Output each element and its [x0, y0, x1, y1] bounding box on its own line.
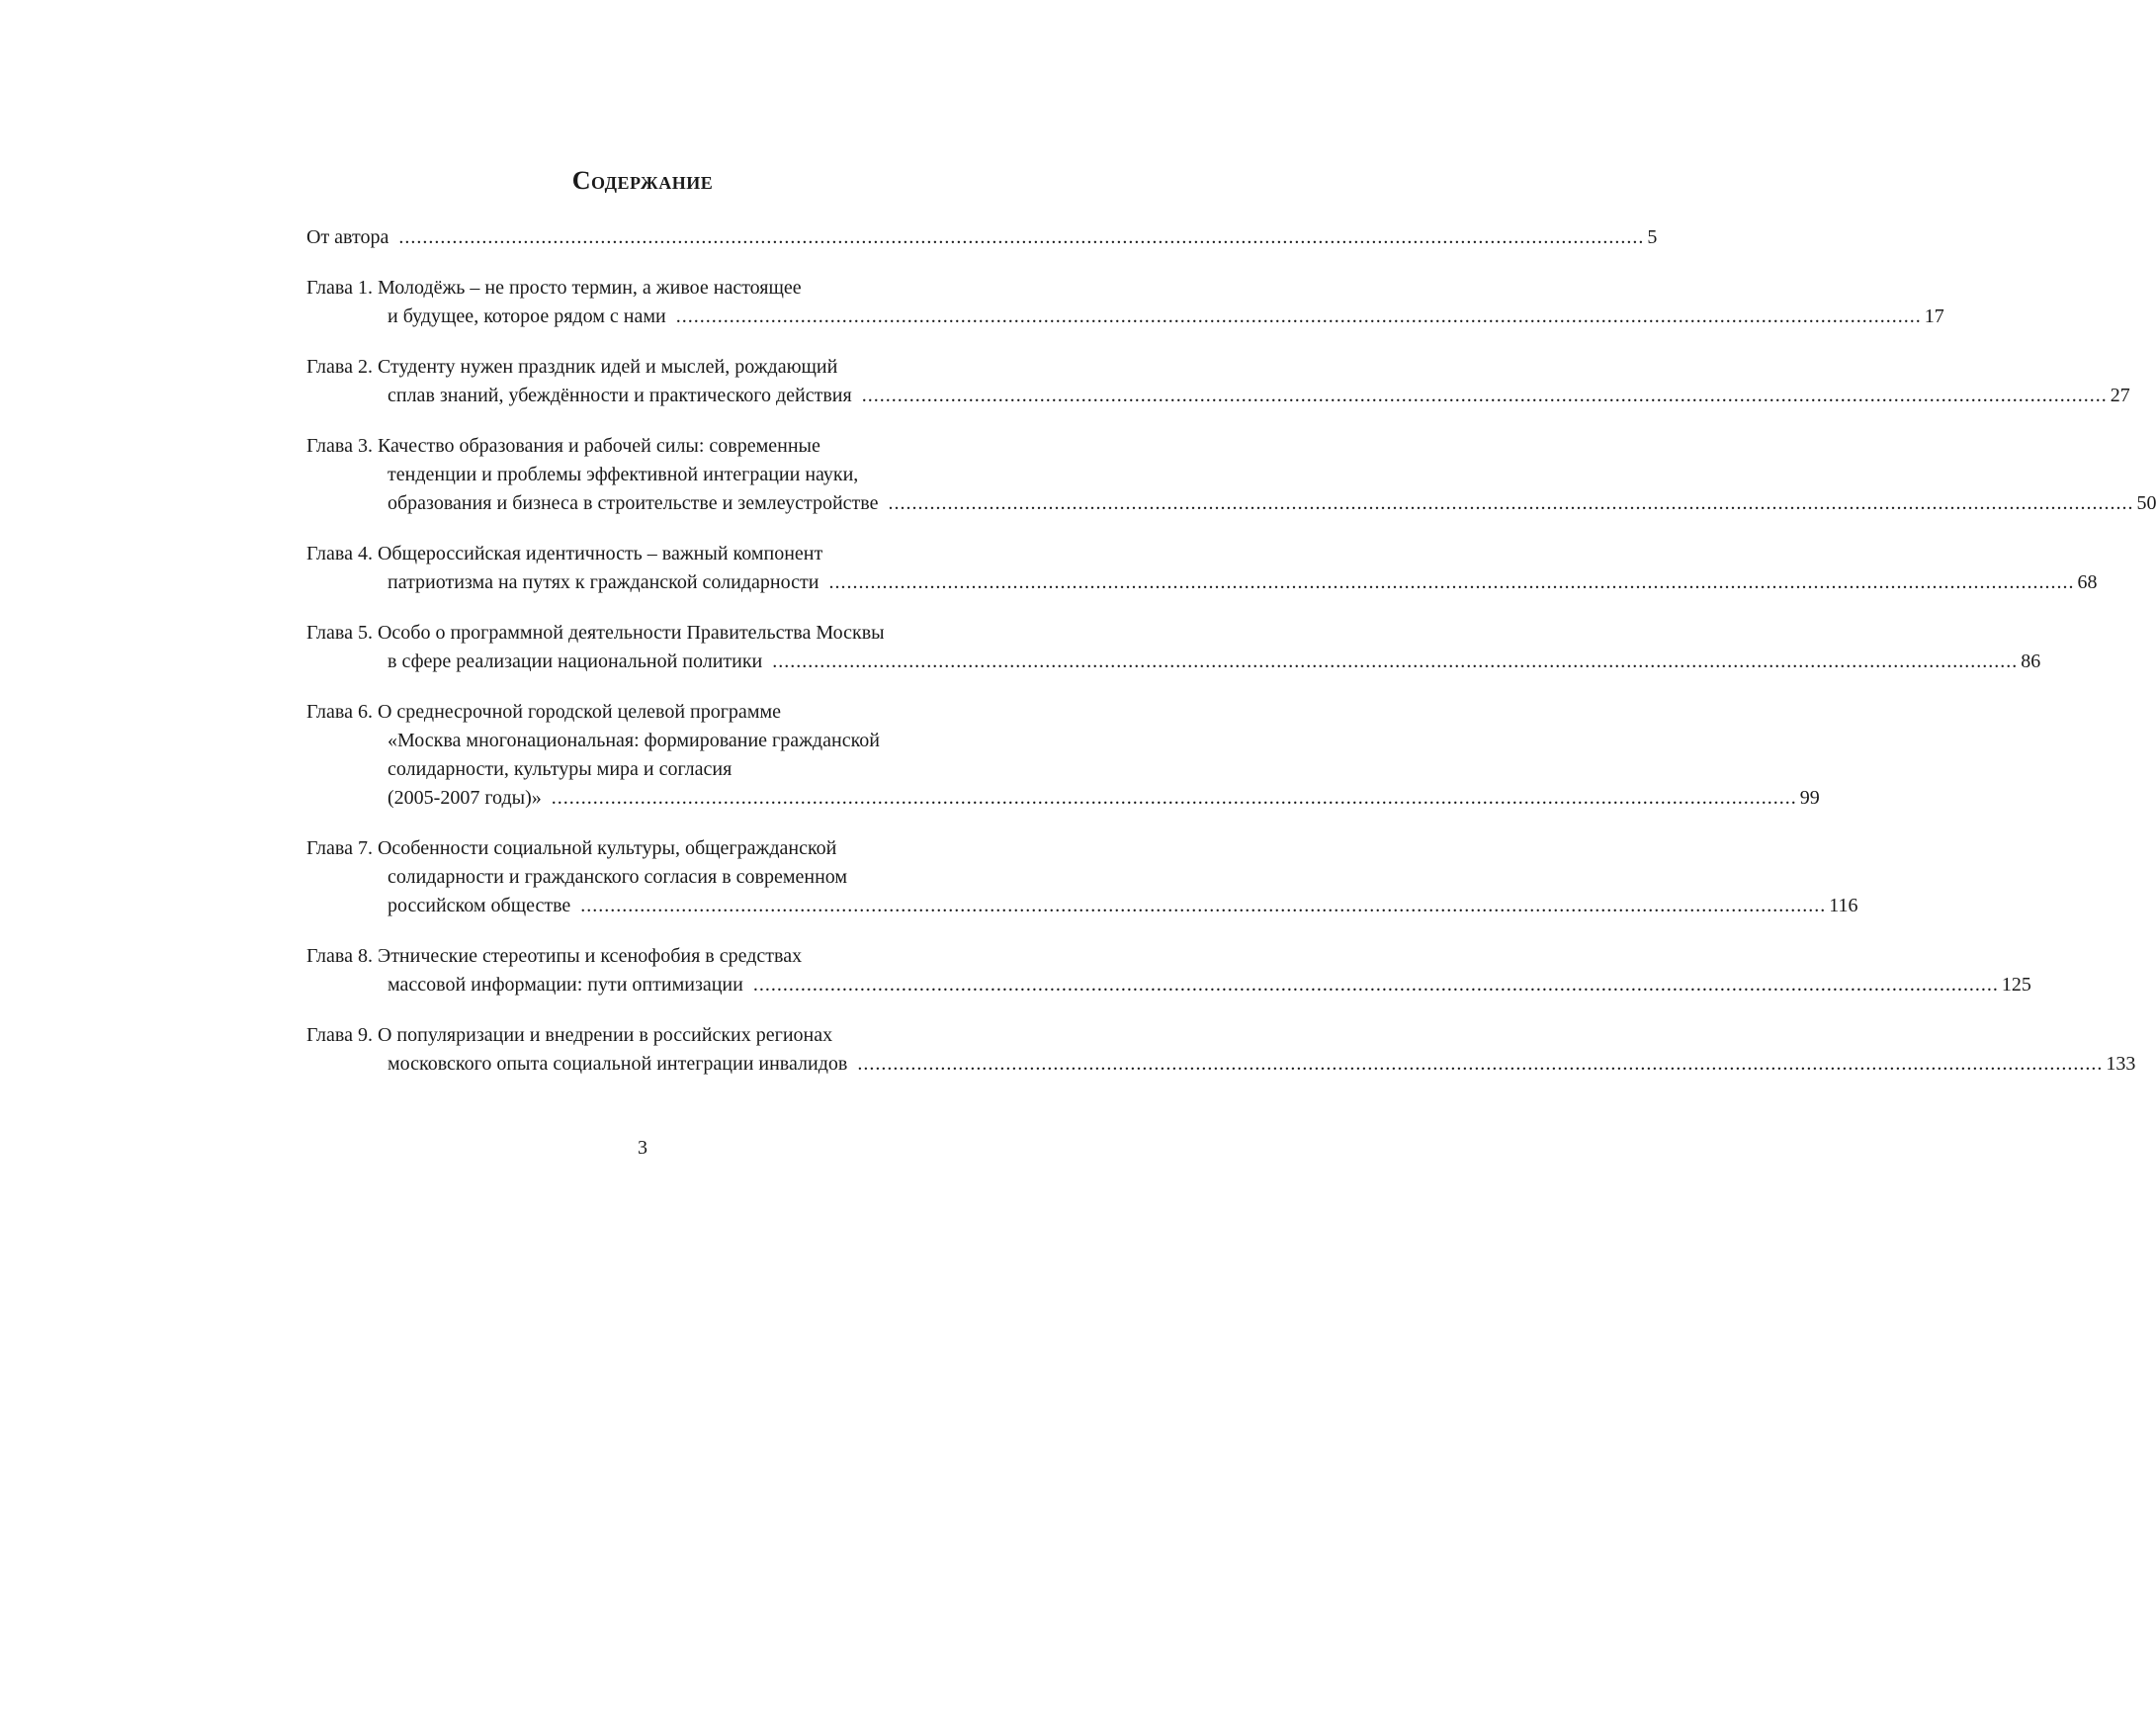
toc-entry-chapter-7[interactable]: [306, 834, 1858, 920]
toc-page-number: 86: [2021, 651, 2041, 672]
page-number: 3: [638, 1137, 647, 1159]
toc-entry-title: О среднесрочной городской целевой программе: [377, 701, 782, 723]
dot-leader: ..................................................................................................................................................................................................................: [857, 1053, 2104, 1075]
toc-entry-title: Особо о программной деятельности Правительства Москвы: [377, 622, 885, 644]
dot-leader: ..................................................................................................................................................................................................................: [551, 787, 1797, 809]
toc-page-number: 133: [2106, 1053, 2136, 1075]
toc-entry-title-cont: массовой информации: пути оптимизации: [388, 974, 743, 996]
chapter-label: Глава 1.: [306, 277, 373, 299]
dot-leader: ..................................................................................................................................................................................................................: [828, 571, 2075, 593]
toc-entry-title: Общероссийская идентичность – важный компонент: [377, 543, 823, 564]
toc-page-number: 5: [1647, 226, 1658, 248]
toc-page-number: 68: [2077, 571, 2098, 593]
chapter-label: Глава 3.: [306, 435, 373, 457]
toc-entry-chapter-4[interactable]: [306, 540, 2098, 597]
toc-entry-title-cont: российском обществе: [388, 895, 571, 916]
chapter-label: Глава 5.: [306, 622, 373, 644]
toc-entry-chapter-6[interactable]: [306, 698, 1820, 813]
chapter-label: Глава 2.: [306, 356, 373, 378]
toc-entry-chapter-9[interactable]: [306, 1021, 2136, 1079]
toc-entry-title-cont: «Москва многонациональная: формирование гражданской: [388, 730, 880, 751]
toc-entry-title-cont: солидарности и гражданского согласия в современном: [388, 866, 848, 888]
toc-entry-chapter-2[interactable]: [306, 353, 2130, 410]
toc-entry-title-cont: (2005-2007 годы)»: [388, 787, 542, 809]
table-of-contents: [306, 223, 2156, 1100]
chapter-label: Глава 4.: [306, 543, 373, 564]
toc-page-number: 50: [2136, 492, 2156, 514]
toc-entry-title: От автора: [306, 226, 389, 248]
toc-page-number: 99: [1799, 787, 1820, 809]
toc-entry-title-cont: образования и бизнеса в строительстве и землеустройстве: [388, 492, 879, 514]
toc-entry-title: Студенту нужен праздник идей и мыслей, рождающий: [377, 356, 838, 378]
dot-leader: ..................................................................................................................................................................................................................: [580, 895, 1827, 916]
toc-entry-title-cont: и будущее, которое рядом с нами: [388, 305, 666, 327]
toc-entry-chapter-5[interactable]: [306, 619, 2041, 676]
chapter-label: Глава 8.: [306, 945, 373, 967]
dot-leader: ..................................................................................................................................................................................................................: [888, 492, 2134, 514]
chapter-label: Глава 7.: [306, 837, 373, 859]
page-title: Содержание: [571, 166, 714, 195]
toc-page-number: 17: [1924, 305, 1944, 327]
dot-leader: ..................................................................................................................................................................................................................: [675, 305, 1922, 327]
toc-entry-title-cont: тенденции и проблемы эффективной интеграции науки,: [388, 464, 859, 485]
dot-leader: ..................................................................................................................................................................................................................: [772, 651, 2019, 672]
toc-entry-title-cont: патриотизма на путях к гражданской солидарности: [388, 571, 819, 593]
toc-entry-title: Особенности социальной культуры, общегражданской: [377, 837, 837, 859]
toc-entry-chapter-8[interactable]: [306, 942, 2031, 999]
toc-entry-foreword[interactable]: [306, 223, 1658, 252]
toc-entry-title: Качество образования и рабочей силы: современные: [377, 435, 820, 457]
dot-leader: ..................................................................................................................................................................................................................: [398, 226, 1645, 248]
toc-entry-title-cont: солидарности, культуры мира и согласия: [388, 758, 733, 780]
chapter-label: Глава 9.: [306, 1024, 373, 1046]
toc-entry-title: Молодёжь – не просто термин, а живое настоящее: [377, 277, 802, 299]
toc-entry-chapter-1[interactable]: [306, 274, 1944, 331]
toc-page-number: 27: [2110, 385, 2130, 406]
toc-entry-title-cont: в сфере реализации национальной политики: [388, 651, 763, 672]
dot-leader: ..................................................................................................................................................................................................................: [861, 385, 2108, 406]
toc-entry-title-cont: сплав знаний, убеждённости и практического действия: [388, 385, 852, 406]
chapter-label: Глава 6.: [306, 701, 373, 723]
toc-entry-title-cont: московского опыта социальной интеграции инвалидов: [388, 1053, 848, 1075]
toc-entry-title: О популяризации и внедрении в российских регионах: [377, 1024, 833, 1046]
toc-entry-chapter-3[interactable]: [306, 432, 2156, 518]
dot-leader: ..................................................................................................................................................................................................................: [752, 974, 1999, 996]
toc-page-number: 125: [2001, 974, 2031, 996]
toc-entry-title: Этнические стереотипы и ксенофобия в средствах: [377, 945, 803, 967]
toc-page-number: 116: [1829, 895, 1858, 916]
